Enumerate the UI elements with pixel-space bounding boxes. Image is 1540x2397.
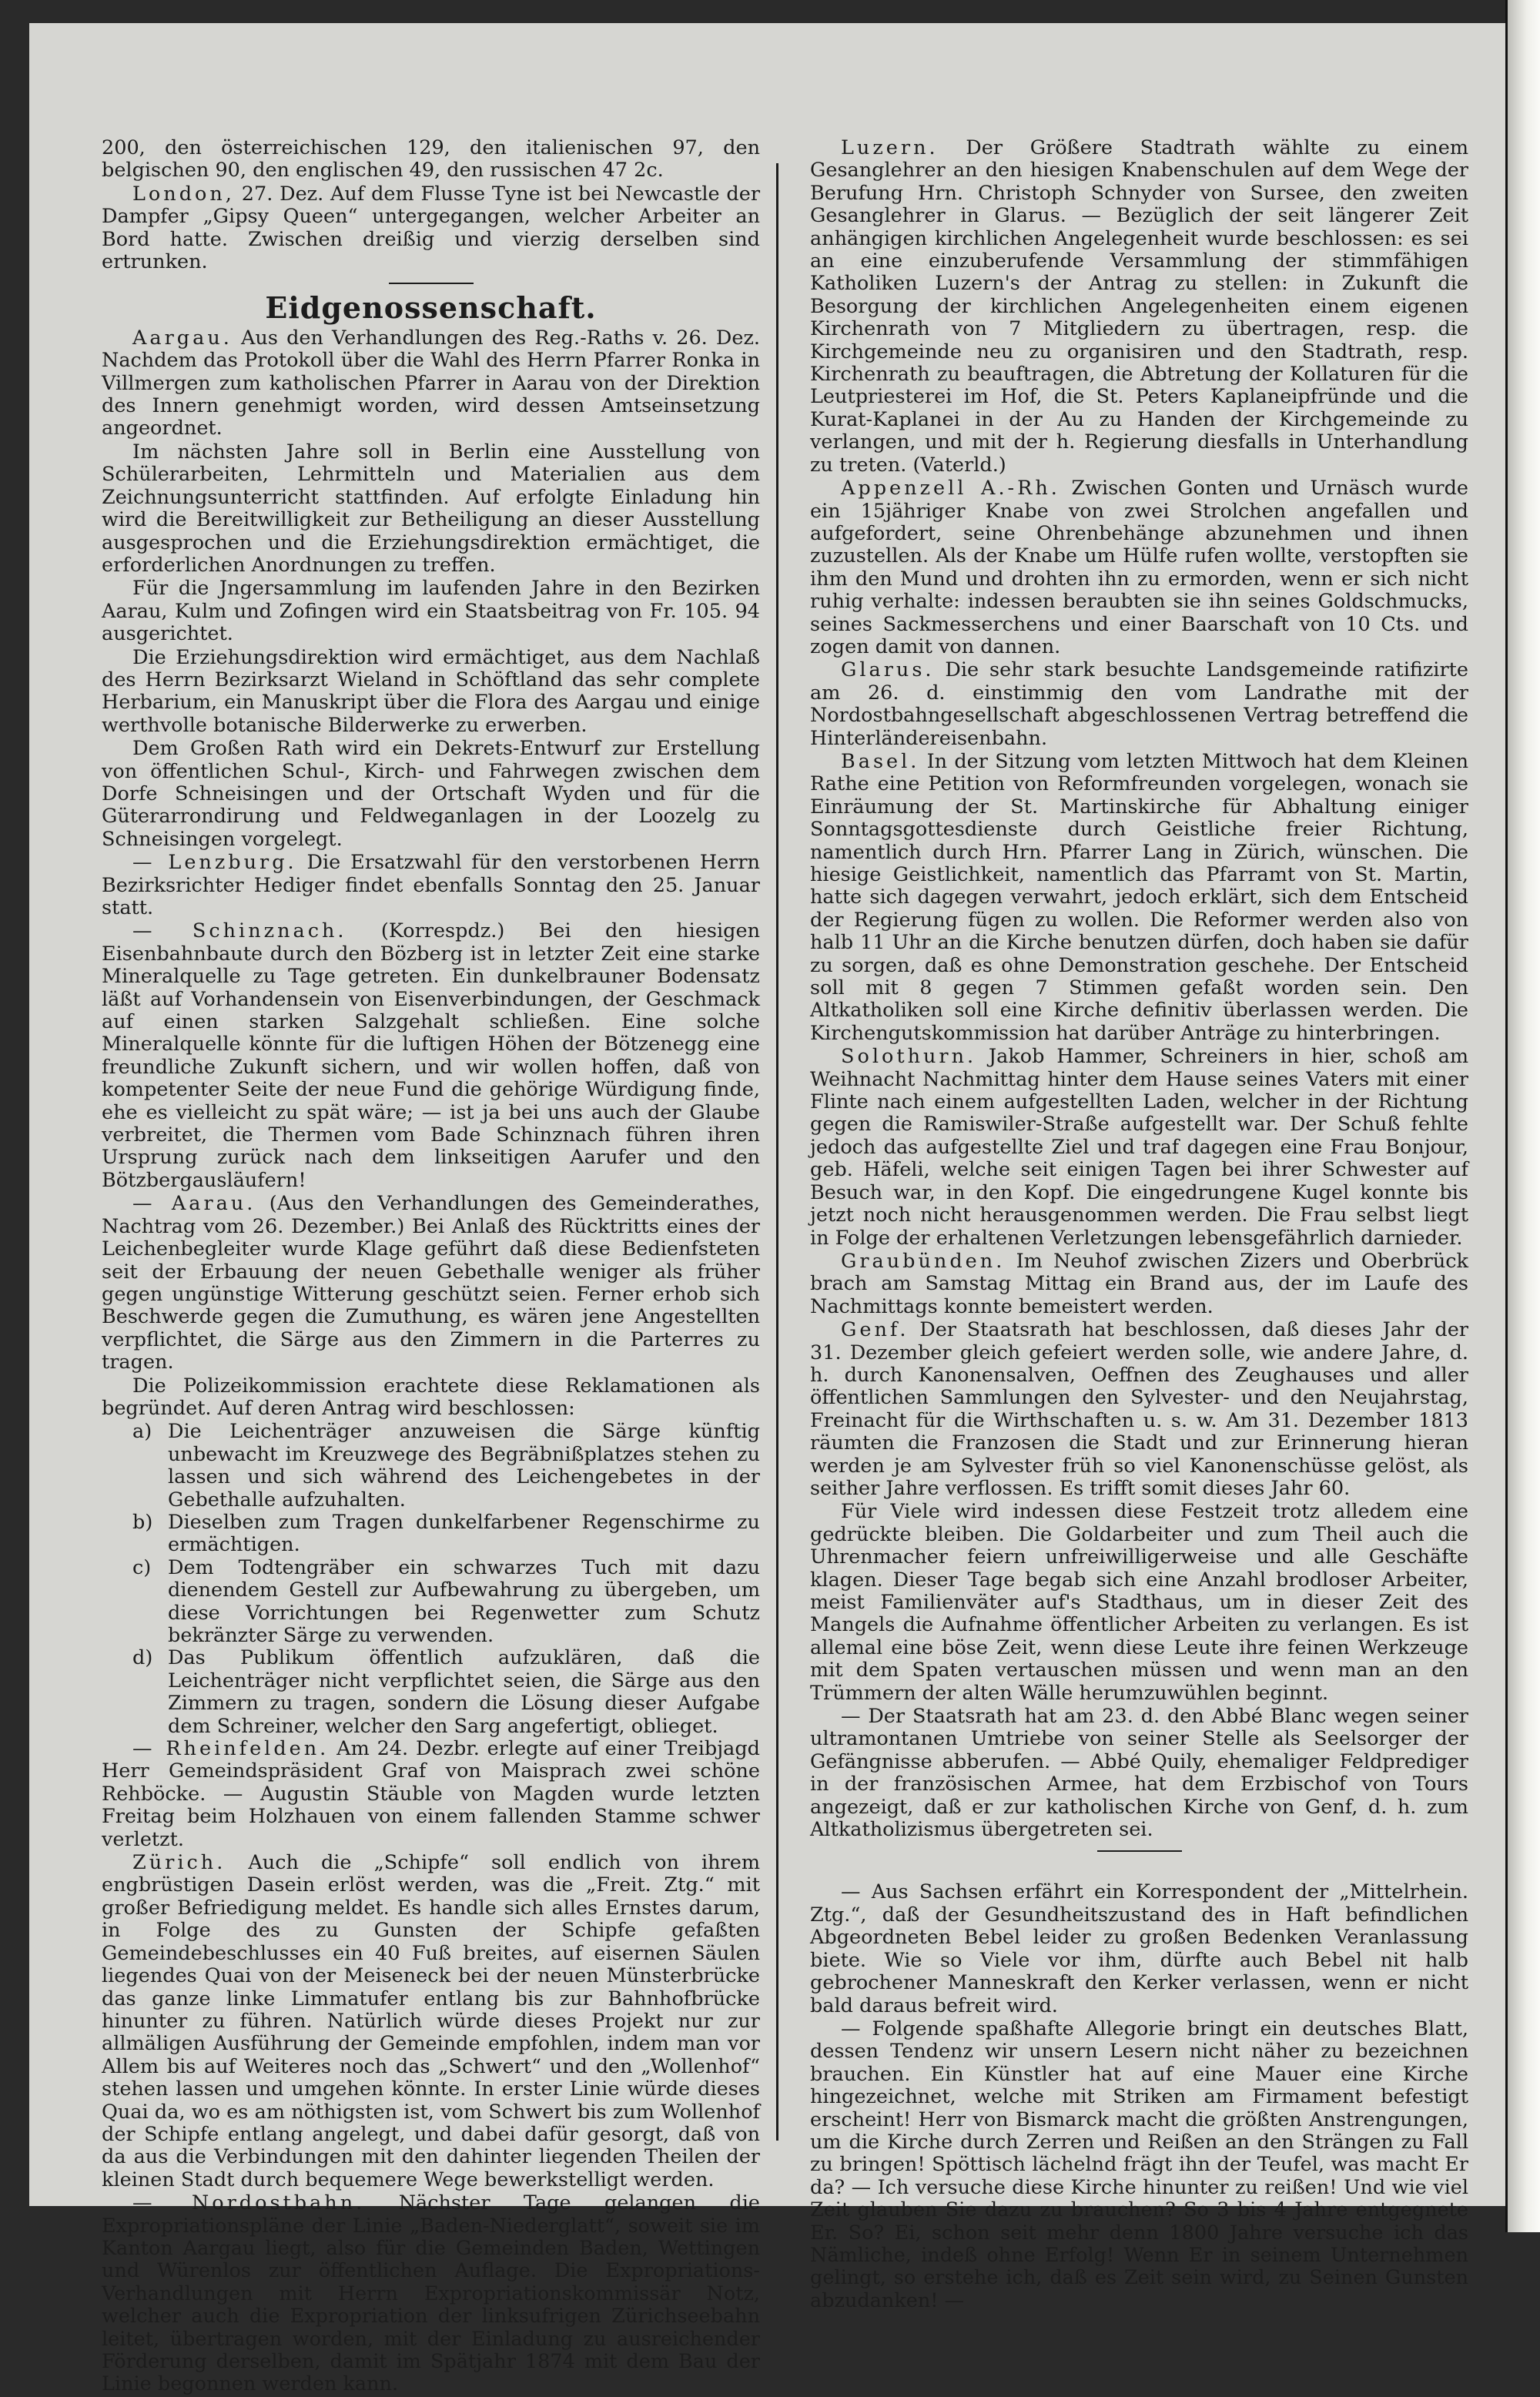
article-paragraph: Die Polizeikommission erachtete diese Reklamationen als begründet. Auf deren Antrag wird beschlossen:	[102, 1374, 760, 1420]
place-name: Zürich.	[132, 1851, 226, 1875]
resolution-item: c) Dem Todtengräber ein schwarzes Tuch mit dazu dienendem Gestell zur Aufbewahrung zu übergeben, um diese Vorrichtungen bei Regenwetter zum Schutz bekränzter Särge zu verwenden.	[132, 1555, 760, 1647]
article-paragraph: Aargau. Aus den Verhandlungen des Reg.-Raths v. 26. Dez. Nachdem das Protokoll über die Wahl des Herrn Pfarrer Ronka in Villmergen zum katholischen Pfarrer in Aarau von der Direktion des Innern genehmigt worden, wird dessen Amtseinsetzung angeordnet.	[102, 326, 760, 440]
article-paragraph: 200, den österreichischen 129, den italienischen 97, den belgischen 90, den englischen 49, den russischen 47 2c.	[102, 136, 760, 182]
place-name: — Nordostbahn.	[132, 2191, 366, 2215]
article-paragraph: Zürich. Auch die „Schipfe“ soll endlich von ihrem engbrüstigen Dasein erlöst werden, was die „Freit. Ztg.“ mit großer Befriedigung meldet. Es handle sich alles Ernstes darum, in Folge des zu Gunsten der Schipfe gefaßten Gemeindebeschlusses ein 40 Fuß breites, auf eisernen Säulen liegendes Quai von der Meiseneck bei der neuen Münsterbrücke das ganze linke Limmatufer entlang bis zur Bahnhofbrücke hinunter zu führen. Natürlich würde dieses Projekt nur zur allmäligen Ausführung der Gemeinde empfohlen, indem man vor Allem bis auf Weiteres noch das „Schwert“ und den „Wollenhof“ stehen lassen und umgehen könnte. In erster Linie würde dieses Quai da, wo es am nöthigsten ist, vom Schwert bis zum Wollenhof der Schipfe entlang angelegt, und dabei dafür gesorgt, daß von da aus die Verbindungen mit den dahinter liegenden Theilen der kleinen Stadt durch bequemere Wege bewerkstelligt werden.	[102, 1851, 761, 2191]
article-paragraph: London, 27. Dez. Auf dem Flusse Tyne ist bei Newcastle der Dampfer „Gipsy Queen“ untergegangen, welcher Arbeiter an Bord hatte. Zwischen dreißig und vierzig derselben sind ertrunken.	[102, 182, 761, 274]
left-column	[102, 137, 760, 2397]
article-paragraph: Solothurn. Jakob Hammer, Schreiners in hier, schoß am Weihnacht Nachmittag hinter dem Hause seines Vaters mit einer Flinte nach einem aufgestellten Laden, welcher in der Richtung gegen die Ramiswiler-Straße aufgestellt war. Der Schuß fehlte jedoch das aufgestellte Ziel und traf dagegen eine Frau Bonjour, geb. Häfeli, welche seit einigen Tagen bei ihrer Schwester auf Besuch war, in den Kopf. Die eingedrungene Kugel konnte bis jetzt noch nicht herausgenommen werden. Die Frau selbst liegt in Folge der erhaltenen Verletzungen lebensgefährlich darnieder.	[810, 1045, 1468, 1250]
place-name: Graubünden.	[841, 1249, 1006, 1273]
column-divider	[776, 163, 778, 2141]
article-paragraph: Luzern. Der Größere Stadtrath wählte zu einem Gesanglehrer an den hiesigen Knabenschulen auf dem Wege der Berufung Hrn. Christoph Schnyder von Sursee, den zweiten Gesanglehrer in Glarus. — Bezüglich der seit längerer Zeit anhängigen kirchlichen Angelegenheit wurde beschlossen: es sei an eine einzuberufende Versammlung der stimmfähigen Katholiken Luzern's der Antrag zu stellen: in Zukunft die Besorgung der kirchlichen Angelegenheiten einem eigenen Kirchenrath von 7 Mitgliedern zu übertragen, resp. die Kirchgemeinde neu zu organisiren und den Stadtrath, resp. Kirchenrath zu beauftragen, die Abtretung der Kollaturen für die Leutpriesterei im Hof, die St. Peters Kaplaneipfründe und die Kurat-Kaplanei in der Au zu Handen der Kirchgemeinde zu verlangen, und mit der h. Regierung diesfalls in Unterhandlung zu treten. (Vaterld.)	[810, 136, 1469, 477]
article-paragraph: — Schinznach. (Korrespdz.) Bei den hiesigen Eisenbahnbaute durch den Bözberg ist in letzter Zeit eine starke Mineralquelle zu Tage getreten. Ein dunkelbrauner Bodensatz läßt auf Vorhandensein von Eisenverbindungen, der Geschmack auf einen starken Salzgehalt schließen. Eine solche Mineralquelle könnte für die luftigen Höhen der Bötzenegg eine freundliche Zukunft sichern, und wir wollen hoffen, daß von kompetenter Seite der neue Fund die gehörige Würdigung finde, ehe es vielleicht zu spät wäre; — ist ja bei uns auch der Glaube verbreitet, die Thermen vom Bade Schinznach führen ihren Ursprung zurück nach dem linkseitigen Aarufer und den Bötzbergausläufern!	[102, 919, 760, 1192]
section-heading: Eidgenossenschaft.	[265, 290, 597, 326]
resolution-item: a) Die Leichenträger anzuweisen die Särge künftig unbewacht im Kreuzwege des Begräbnißplatzes stehen zu lassen und sich während des Leichengebetes in der Gebethalle aufzuhalten.	[132, 1420, 760, 1512]
article-paragraph: Genf. Der Staatsrath hat beschlossen, daß dieses Jahr der 31. Dezember gleich gefeiert werden solle, wie andere Jahre, d. h. durch Kanonensalven, Oeffnen des Zeughauses und aller öffentlichen Sammlungen den Sylvester- und den Neujahrstag, Freinacht für die Wirthschaften u. s. w. Am 31. Dezember 1813 räumten die Franzosen die Stadt und zur Erinnerung hieran werden je am Sylvester früh so viel Kanonenschüsse gelöst, als seither Jahre verflossen. Es trifft somit dieses Jahr 60.	[810, 1318, 1468, 1500]
article-paragraph: Die Erziehungsdirektion wird ermächtiget, aus dem Nachlaß des Herrn Bezirksarzt Wieland in Schöftland das sehr complete Herbarium, ein Manuskript über die Flora des Aargau und einige werthvolle botanische Bilderwerke zu erwerben.	[102, 645, 760, 737]
article-paragraph: Glarus. Die sehr stark besuchte Landsgemeinde ratifizirte am 26. d. einstimmig den vom Landrathe mit der Nordostbahngesellschaft abgeschlossenen Vertrag betreffend die Hinterländereisenbahn.	[810, 658, 1468, 750]
place-name: Luzern.	[841, 136, 939, 159]
resolution-item: d) Das Publikum öffentlich aufzuklären, daß die Leichenträger nicht verpflichtet seien, die Särge aus den Zimmern zu tragen, sondern die Lösung dieser Aufgabe dem Schreiner, welcher den Sarg angefertigt, oblieget.	[132, 1646, 760, 1738]
article-paragraph: Für die Jngersammlung im laufenden Jahre in den Bezirken Aarau, Kulm und Zofingen wird ein Staatsbeitrag von Fr. 105. 94 ausgerichtet.	[102, 577, 760, 646]
article-paragraph: — Der Staatsrath hat am 23. d. den Abbé Blanc wegen seiner ultramontanen Umtriebe von seiner Stelle als Seelsorger der Gefängnisse abberufen. — Abbé Quily, ehemaliger Feldprediger in der französischen Armee, hat dem Erzbischof von Tours angezeigt, daß er zur katholischen Kirche von Genf, d. h. zum Altkatholizismus übergetreten sei.	[810, 1705, 1468, 1842]
spacer	[810, 1861, 1468, 1881]
article-paragraph: — Rheinfelden. Am 24. Dezbr. erlegte auf einer Treibjagd Herr Gemeindspräsident Graf von Maisprach zwei schöne Rehböcke. — Augustin Stäuble von Magden wurde letzten Freitag beim Holzhauen von einem fallenden Stamme schwer verletzt.	[102, 1737, 760, 1851]
article-paragraph: — Lenzburg. Die Ersatzwahl für den verstorbenen Herrn Bezirksrichter Hediger findet ebenfalls Sonntag den 25. Januar statt.	[102, 851, 760, 919]
place-name: — Lenzburg.	[132, 851, 297, 875]
article-paragraph: — Folgende spaßhafte Allegorie bringt ein deutsches Blatt, dessen Tendenz wir unsern Lesern nicht näher zu bezeichnen brauchen. Ein Künstler hat auf eine Mauer eine Kirche hingezeichnet, welche mit Striken am Firmament befestigt erscheint! Herr von Bismarck macht die größten Anstrengungen, um die Kirche durch Zerren und Reißen an den Strängen zu Fall zu bringen! Spöttisch lächelnd frägt ihn der Teufel, was macht Er da? — Ich versuche diese Kirche hinunter zu reißen! Und wie viel Zeit glauben Sie dazu zu brauchen? So 3 bis 4 Jahre entgegnete Er. So? Ei, schon seit mehr denn 1800 Jahre versuche ich das Nämliche, indeß ohne Erfolg! Wenn Er in seinem Unternehmen gelingt, so erstehe ich, daß es Zeit sein wird, zu Seinen Gunsten abzudanken! —	[810, 2017, 1468, 2312]
place-name: — Schinznach.	[132, 919, 347, 943]
place-name: — Rheinfelden.	[132, 1737, 330, 1761]
right-column	[810, 137, 1468, 2313]
article-paragraph: — Aarau. (Aus den Verhandlungen des Gemeinderathes, Nachtrag vom 26. Dezember.) Bei Anlaß des Rücktritts eines der Leichenbegleiter wurde Klage geführt daß diese Bedienfsteten seit der Erbauung der neuen Gebethalle weniger als früher gegen ungünstige Witterung geschützt seien. Ferner erhob sich Beschwerde gegen die Zumuthung, es wären jene Angestellten verpflichtet, die Särge aus den Zimmern in die Parterres zu tragen.	[102, 1192, 760, 1374]
section-divider	[1097, 1850, 1182, 1852]
article-paragraph: — Aus Sachsen erfährt ein Korrespondent der „Mittelrhein. Ztg.“, daß der Gesundheitszustand des in Haft befindlichen Abgeordneten Bebel leider zu großen Bedenken Veranlassung biete. Wie so Viele vor ihm, dürfte auch Bebel nit halb gebrochener Manneskraft den Kerker verlassen, wenn er nicht bald daraus befreit wird.	[810, 1880, 1468, 2017]
place-name: Glarus.	[841, 658, 935, 682]
scan-edge-strip	[1508, 0, 1540, 2232]
article-paragraph: Basel. In der Sitzung vom letzten Mittwoch hat dem Kleinen Rathe eine Petition von Reformfreunden vorgelegen, wonach sie Einräumung der St. Martinskirche für Abhaltung einiger Sonntagsgottesdienste durch Geistliche freier Richtung, namentlich durch Hrn. Pfarrer Lang in Zürich, wünschen. Die hiesige Geistlichkeit, namentlich das Pfarramt von St. Martin, hatte sich dagegen verwahrt, jedoch erklärt, sich dem Entscheid der Regierung fügen zu wollen. Die Reformer werden also von halb 11 Uhr an die Kirche benutzen dürfen, doch haben sie dafür zu sorgen, daß es ohne Demonstration geschehe. Der Entscheid soll mit 8 gegen 7 Stimmen gefaßt worden sein. Den Altkatholiken soll eine Kirche definitiv überlassen werden. Die Kirchengutskommission hat darüber Anträge zu hinterbringen.	[810, 749, 1468, 1045]
article-paragraph: — Nordostbahn. Nächster Tage gelangen die Expropriationspläne der Linie „Baden-Niederglatt“, soweit sie im Kanton Aargau liegt, also für die Gemeinden Baden, Wettingen und Würenlos zur öffentlichen Auflage. Die Expropriations-Verhandlungen mit Herrn Expropriationskommissär Notz, welcher auch die Expropriation der linksufrigen Zürichseebahn leitet, übertragen worden, mit der Einladung zu ausreichender Förderung derselben, damit im Spätjahr 1874 mit dem Bau der Linie begonnen werden kann.	[102, 2191, 761, 2396]
place-name: Basel.	[841, 749, 920, 773]
place-name: Appenzell A.-Rh.	[841, 477, 1060, 500]
place-name: Genf.	[841, 1318, 909, 1342]
section-divider	[389, 283, 474, 284]
article-paragraph: Graubünden. Im Neuhof zwischen Zizers und Oberbrück brach am Samstag Mittag ein Brand aus, der im Laufe des Nachmittags konnte bemeistert werden.	[810, 1249, 1468, 1318]
place-name: Solothurn.	[841, 1045, 977, 1069]
place-name: Aargau.	[132, 326, 233, 350]
article-paragraph: Für Viele wird indessen diese Festzeit trotz alledem eine gedrückte bleiben. Die Goldarbeiter und zum Theil auch die Uhrenmacher feiern unfreiwilligerweise und alle Geschäfte klagen. Dieser Tage begab sich eine Anzahl brodloser Arbeiter, meist Familienväter auf's Stadthaus, um in dieser Zeit des Mangels die Aufnahme öffentlicher Arbeiten zu verlangen. Es ist allemal eine böse Zeit, wenn diese Leute ihre feinen Werkzeuge mit dem Spaten vertauschen müssen und wenn man an den Trümmern der alten Wälle herumzuwühlen beginnt.	[810, 1500, 1468, 1705]
article-paragraph: Im nächsten Jahre soll in Berlin eine Ausstellung von Schülerarbeiten, Lehrmitteln und Materialien aus dem Zeichnungsunterricht stattfinden. Auf erfolgte Einladung hin wird die Bereitwilligkeit zur Betheiligung an dieser Ausstellung ausgesprochen und die Erziehungsdirektion ermächtiget, die erforderlichen Anordnungen zu treffen.	[102, 440, 760, 577]
resolution-item: b) Dieselben zum Tragen dunkelfarbener Regenschirme zu ermächtigen.	[132, 1510, 760, 1557]
place-name: London,	[132, 182, 235, 206]
place-name: — Aarau.	[132, 1192, 256, 1216]
article-paragraph: Dem Großen Rath wird ein Dekrets-Entwurf zur Erstellung von öffentlichen Schul-, Kirch- und Fahrwegen zwischen dem Dorfe Schneisingen und der Ortschaft Wyden und für die Güterarrondirung und Feldweganlagen in der Loozelg zu Schneisingen vorgelegt.	[102, 737, 760, 851]
article-paragraph: Appenzell A.-Rh. Zwischen Gonten und Urnäsch wurde ein 15jähriger Knabe von zwei Strolchen angefallen und aufgefordert, seine Ohrenbehänge abzunehmen und ihnen zuzustellen. Als der Knabe um Hülfe rufen wollte, verstopften sie ihm den Mund und drohten ihn zu ermorden, wenn er sich nicht ruhig verhalte: indessen beraubten sie ihn seines Goldschmucks, seines Sackmesserchens und einer Baarschaft von 10 Cts. und zogen damit von dannen.	[810, 477, 1468, 658]
